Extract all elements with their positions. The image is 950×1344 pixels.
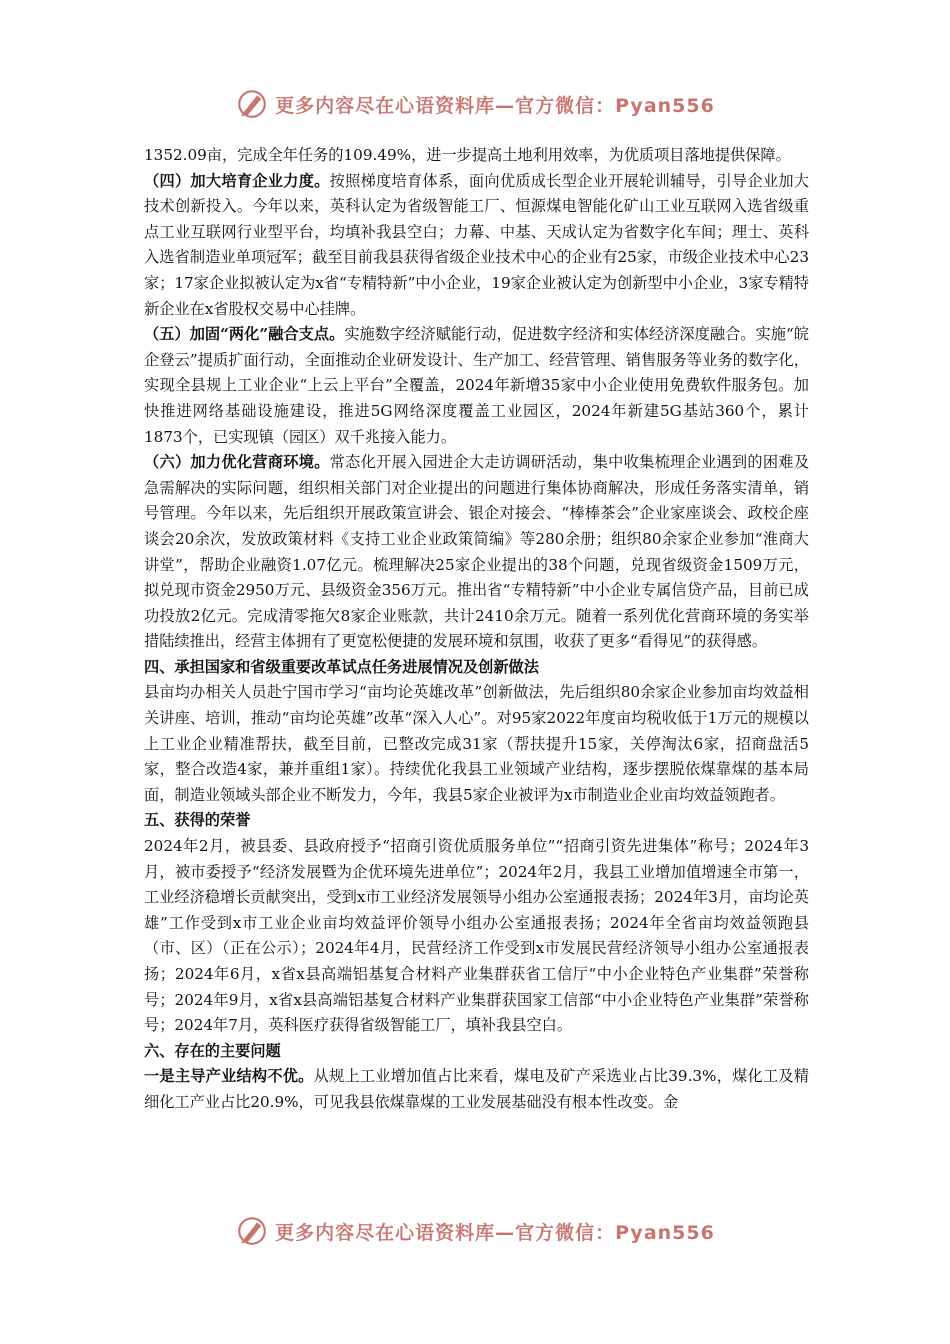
- paragraph-text: 1352.09亩，完成全年任务的109.49%，进一步提高土地利用效率，为优质项目落地提供保障。: [144, 146, 791, 164]
- document-body: [144, 143, 809, 1116]
- paragraph-text: 县亩均办相关人员赴宁国市学习“亩均论英雄改革”创新做法，先后组织80余家企业参加亩均效益相关讲座、培训，推动“亩均论英雄”改革“深入人心”。对95家2022年度亩均税收低于1万元的规模以上工业企业精准帮扶，截至目前，已整改完成31家（帮扶提升15家，关停淘汰6家，招商盘活5家，整合改造4家，兼并重组1家）。持续优化我县工业领域产业结构，逐步摆脱依煤靠煤的基本局面，制造业领域头部企业不断发力，今年，我县5家企业被评为x市制造业企业亩均效益领跑者。: [144, 683, 809, 804]
- pen-logo-icon: [235, 1214, 269, 1248]
- paragraph-text: 从规上工业增加值占比来看，煤电及矿产采选业占比39.3%，煤化工及精细化工产业占比20.9%，可见我县依煤靠煤的工业发展基础没有根本性改变。金: [144, 1067, 810, 1111]
- paragraph-lead: （五）加固“两化”融合支点。: [144, 325, 345, 344]
- section-heading: [144, 655, 809, 681]
- paragraph: [144, 143, 809, 169]
- footer-watermark-banner: [0, 1211, 950, 1251]
- section-heading: [144, 1039, 809, 1065]
- watermark-text: 更多内容尽在心语资料库—官方微信：Pyan556: [275, 94, 715, 117]
- pen-logo-icon: [235, 87, 269, 121]
- paragraph: [144, 834, 809, 1039]
- paragraph: [144, 169, 809, 323]
- paragraph-text: 常态化开展入园进企大走访调研活动，集中收集梳理企业遇到的困难及急需解决的实际问题，组织相关部门对企业提出的问题进行集体协商解决，形成任务落实清单，销号管理。今年以来，先后组织开展政策宣讲会、银企对接会、“棒棒茶会”企业家座谈会、政校企座谈会20余次，发放政策材料《支持工业企业政策简编》等280余册；组织80余家企业参加“淮商大讲堂”，帮助企业融资1.07亿元。梳理解决25家企业提出的38个问题，兑现省级资金1509万元，拟兑现市资金2950万元、县级资金356万元。推出省“专精特新”中小企业专属信贷产品，目前已成功投放2亿元。完成清零拖欠8家企业账款，共计2410余万元。随着一系列优化营商环境的务实举措陆续推出，经营主体拥有了更宽松便捷的发展环境和氛围，收获了更多“看得见”的获得感。: [144, 453, 810, 651]
- section-heading: [144, 808, 809, 834]
- paragraph-text: 实施数字经济赋能行动，促进数字经济和实体经济深度融合。实施“皖企登云”提质扩面行动，全面推动企业研发设计、生产加工、经营管理、销售服务等业务的数字化，实现全县规上工业企业“上云上平台”全覆盖，2024年新增35家中小企业使用免费软件服务包。加快推进网络基础设施建设，推进5G网络深度覆盖工业园区，2024年新建5G基站360个，累计1873个，已实现镇（园区）双千兆接入能力。: [144, 325, 809, 446]
- heading-text: 四、承担国家和省级重要改革试点任务进展情况及创新做法: [144, 657, 539, 676]
- paragraph-text: 按照梯度培育体系，面向优质成长型企业开展轮训辅导，引导企业加大技术创新投入。今年以来，英科认定为省级智能工厂、恒源煤电智能化矿山工业互联网入选省级重点工业互联网行业型平台，均填补我县空白；力幕、中基、天成认定为省数字化车间；理士、英科入选省制造业单项冠军；截至目前我县获得省级企业技术中心的企业有25家，市级企业技术中心23家；17家企业拟被认定为x省“专精特新”中小企业，19家企业被认定为创新型中小企业，3家专精特新企业在x省股权交易中心挂牌。: [144, 171, 810, 318]
- heading-text: 五、获得的荣誉: [144, 811, 251, 830]
- paragraph-lead: （四）加大培育企业力度。: [144, 171, 330, 190]
- header-watermark-banner: [0, 84, 950, 124]
- paragraph: [144, 680, 809, 808]
- paragraph-lead: （六）加力优化营商环境。: [144, 453, 330, 472]
- paragraph-lead: 一是主导产业结构不优。: [144, 1067, 314, 1086]
- watermark-text: 更多内容尽在心语资料库—官方微信：Pyan556: [275, 1221, 715, 1244]
- paragraph: [144, 322, 809, 450]
- paragraph: [144, 450, 809, 655]
- heading-text: 六、存在的主要问题: [144, 1041, 281, 1060]
- paragraph: [144, 1064, 809, 1115]
- paragraph-text: 2024年2月，被县委、县政府授予“招商引资优质服务单位”“招商引资先进集体”称号；2024年3月，被市委授予“经济发展暨为企优环境先进单位”；2024年2月，我县工业增加值增速全市第一，工业经济稳增长贡献突出，受到x市工业经济发展领导小组办公室通报表扬；2024年3月，亩均论英雄”工作受到x市工业企业亩均效益评价领导小组办公室通报表扬；2024年全省亩均效益领跑县（市、区）（正在公示）；2024年4月，民营经济工作受到x市发展民营经济领导小组办公室通报表扬；2024年6月，x省x县高端铝基复合材料产业集群获省工信厅“中小企业特色产业集群”荣誉称号；2024年9月，x省x县高端铝基复合材料产业集群获国家工信部“中小企业特色产业集群”荣誉称号；2024年7月，英科医疗获得省级智能工厂，填补我县空白。: [144, 837, 809, 1035]
